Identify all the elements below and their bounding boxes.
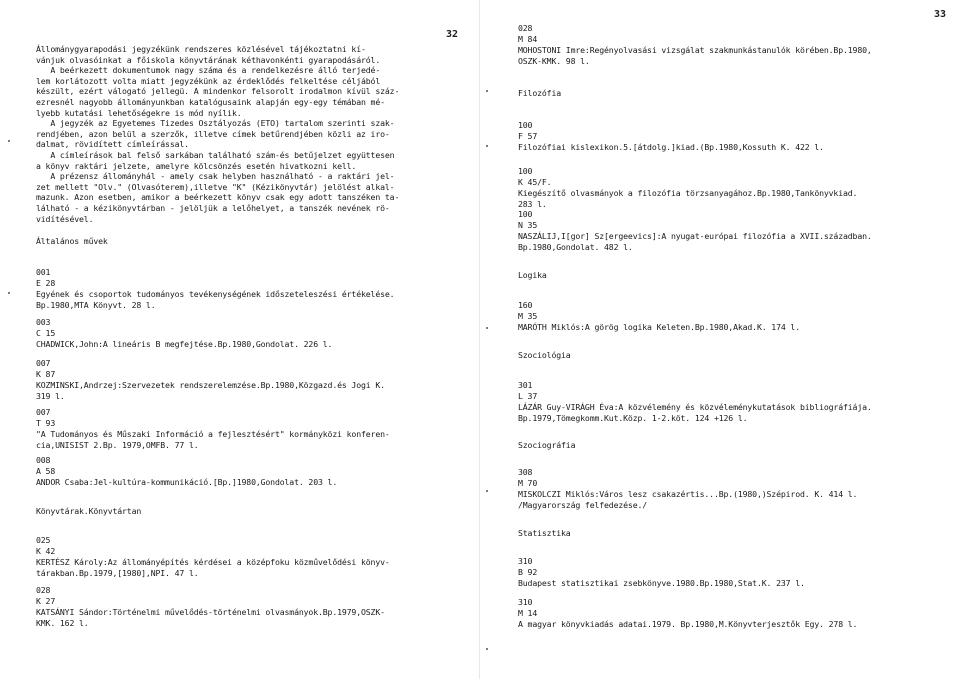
eto-code: 007 xyxy=(36,407,51,417)
intro-line: Állománygyarapodási jegyzékünk rendszeres közlésével tájékoztatni kí- xyxy=(36,44,366,54)
margin-dot xyxy=(8,140,10,142)
entry-text: LÁZÁR Guy-VIRÁGH Éva:A közvélemény és közvéleménykutatások bibliográfiája. xyxy=(518,402,872,412)
eto-code: 100 xyxy=(518,120,533,130)
entry-text: Bp.1980,Gondolat. 482 l. xyxy=(518,242,633,252)
entry-text: MOHOSTONI Imre:Regényolvasási vizsgálat szakmunkástanulók körében.Bp.1980, xyxy=(518,45,872,55)
shelf-mark: C 15 xyxy=(36,328,56,338)
shelf-mark: N 35 xyxy=(518,220,538,230)
entry-text: KATSÁNYI Sándor:Történelmi művelődés-történelmi olvasmányok.Bp.1979,OSZK- xyxy=(36,607,385,617)
entry-text: Bp.1979,Tömegkomm.Kut.Közp. 1-2.köt. 124 +126 l. xyxy=(518,413,748,423)
entry-text: MARÓTH Miklós:A görög logika Keleten.Bp.1980,Akad.K. 174 l. xyxy=(518,322,800,332)
entry-text: KMK. 162 l. xyxy=(36,618,89,628)
intro-line: lem korlátozott volta miatt jegyzékünk az érdeklődés felkeltése céljából xyxy=(36,75,381,86)
margin-dot xyxy=(486,145,488,147)
section-heading: Szociológia xyxy=(518,350,571,360)
entry-text: tárakban.Bp.1979,[1980],NPI. 47 l. xyxy=(36,568,199,578)
eto-code: 003 xyxy=(36,317,51,327)
entry-text: "A Tudományos és Műszaki Információ a fejlesztésért" kormányközi konferen- xyxy=(36,429,390,439)
shelf-mark: B 92 xyxy=(518,567,538,577)
entry-text: MISKOLCZI Miklós:Város lesz csakazértis...Bp.(1980,)Szépirod. K. 414 l. xyxy=(518,489,858,499)
eto-code: 028 xyxy=(36,585,51,595)
shelf-mark: L 37 xyxy=(518,391,538,401)
entry-text: Egyének és csoportok tudományos tevékenységének időszeteleszési értékelése. xyxy=(36,289,395,299)
entry-text: KERTÉSZ Károly:Az állományépítés kérdései a középfoku közművelődési könyv- xyxy=(36,557,390,567)
shelf-mark: A 58 xyxy=(36,466,56,476)
eto-code: 301 xyxy=(518,380,533,390)
entry-text: NASZÁLIJ,I[gor] Sz[ergeevics]:A nyugat-európai filozófia a XVII.században. xyxy=(518,231,872,241)
section-heading: Könyvtárak.Könyvtártan xyxy=(36,506,142,516)
intro-line: készült, ezért válogató jellegü. A mindenkor felsorolt irodalmon kívül száz- xyxy=(36,86,400,97)
intro-line: A prézensz állományhál - amely csak helyben használható - a raktári jel- xyxy=(36,171,395,182)
intro-line: mazunk. Azon esetben, amikor a beérkezett könyv csak egy adott tanszéken ta- xyxy=(36,192,400,203)
intro-line: rendjében, azon belül a szerzők, illetve címek betűrendjében közli az iro- xyxy=(36,128,390,139)
entry-text: ANDOR Csaba:Jel-kultúra-kommunikáció.[Bp.]1980,Gondolat. 203 l. xyxy=(36,477,338,487)
shelf-mark: T 93 xyxy=(36,418,56,428)
shelf-mark: M 14 xyxy=(518,608,538,618)
shelf-mark: F 57 xyxy=(518,131,538,141)
eto-code: 007 xyxy=(36,358,51,368)
entry-text: Filozófiai kislexikon.5.[átdolg.]kiad.(Bp.1980,Kossuth K. 422 l. xyxy=(518,142,824,152)
shelf-mark: M 84 xyxy=(518,34,538,44)
intro-line: A jegyzék az Egyetemes Tizedes Osztályozás (ETO) tartalom szerinti szak- xyxy=(36,118,395,129)
eto-code: 025 xyxy=(36,535,51,545)
margin-dot xyxy=(486,90,488,92)
entry-text: Kiegészítő olvasmányok a filozófia törzsanyagához.Bp.1980,Tankönyvkiad. xyxy=(518,188,858,198)
intro-line: ezresnél nagyobb állományunkban katalógusaink alapján egy-egy témában mé- xyxy=(36,96,385,107)
intro-line: a könyv raktári jelzete, amelyre kölcsönzés esetén hivatkozni kell. xyxy=(36,160,357,171)
eto-code: 028 xyxy=(518,23,533,33)
right-page xyxy=(480,0,960,679)
intro-line: A beérkezett dokumentumok nagy száma és a rendelkezésre álló terjedé- xyxy=(36,65,381,76)
section-heading: Általános művek xyxy=(36,236,108,246)
intro-paragraph xyxy=(36,44,434,224)
section-heading: Logika xyxy=(518,270,547,280)
margin-dot xyxy=(486,327,488,329)
intro-line: lyebb kutatási lehetőségekre is mód nyílik. xyxy=(36,107,242,118)
entry-text: /Magyarország felfedezése./ xyxy=(518,500,648,510)
margin-dot xyxy=(486,648,488,650)
intro-line: vánjuk olvasóinkat a főiskola könyvtárának kéthavonkénti gyarapodásáról. xyxy=(36,54,381,65)
section-heading: Szociográfia xyxy=(518,440,576,450)
page-number: 33 xyxy=(934,9,947,20)
intro-line: A címleírások bal felső sarkában található szám-és betűjelzet együttesen xyxy=(36,149,395,160)
entry-text: 283 l. xyxy=(518,199,547,209)
eto-code: 100 xyxy=(518,166,533,176)
entry-text: 319 l. xyxy=(36,391,65,401)
margin-dot xyxy=(8,292,10,294)
intro-line: dalmat, rövidített címleírással. xyxy=(36,139,189,150)
page-number: 32 xyxy=(446,29,459,40)
shelf-mark: K 45/F. xyxy=(518,177,552,187)
shelf-mark: M 70 xyxy=(518,478,538,488)
eto-code: 310 xyxy=(518,556,533,566)
entry-text: Bp.1980,MTA Könyvt. 28 l. xyxy=(36,300,156,310)
entry-text: OSZK-KMK. 98 l. xyxy=(518,56,590,66)
section-heading: Filozófia xyxy=(518,88,562,98)
eto-code: 001 xyxy=(36,267,51,277)
intro-line: vidítésével. xyxy=(36,213,94,224)
margin-dot xyxy=(486,490,488,492)
section-heading: Statisztika xyxy=(518,528,571,538)
eto-code: 008 xyxy=(36,455,51,465)
intro-line: zet mellett "Olv." (Olvasóterem),illetve "K" (Kézikönyvtár) jelölést alkal- xyxy=(36,181,395,192)
entry-text: A magyar könyvkiadás adatai.1979. Bp.1980,M.Könyvterjesztők Egy. 278 l. xyxy=(518,619,858,629)
shelf-mark: M 35 xyxy=(518,311,538,321)
eto-code: 310 xyxy=(518,597,533,607)
eto-code: 308 xyxy=(518,467,533,477)
shelf-mark: K 42 xyxy=(36,546,56,556)
shelf-mark: K 27 xyxy=(36,596,56,606)
eto-code: 160 xyxy=(518,300,533,310)
entry-text: cia,UNISIST 2.Bp. 1979,OMFB. 77 l. xyxy=(36,440,199,450)
entry-text: CHADWICK,John:A lineáris B megfejtése.Bp.1980,Gondolat. 226 l. xyxy=(36,339,333,349)
shelf-mark: E 28 xyxy=(36,278,56,288)
intro-line: lálható - a kézikönyvtárban - jelöljük a lelőhelyet, a tanszék nevének rö- xyxy=(36,202,390,213)
eto-code: 100 xyxy=(518,209,533,219)
shelf-mark: K 87 xyxy=(36,369,56,379)
entry-text: KOZMINSKI,Andrzej:Szervezetek rendszerelemzése.Bp.1980,Közgazd.és Jogi K. xyxy=(36,380,385,390)
entry-text: Budapest statisztikai zsebkönyve.1980.Bp.1980,Stat.K. 237 l. xyxy=(518,578,805,588)
